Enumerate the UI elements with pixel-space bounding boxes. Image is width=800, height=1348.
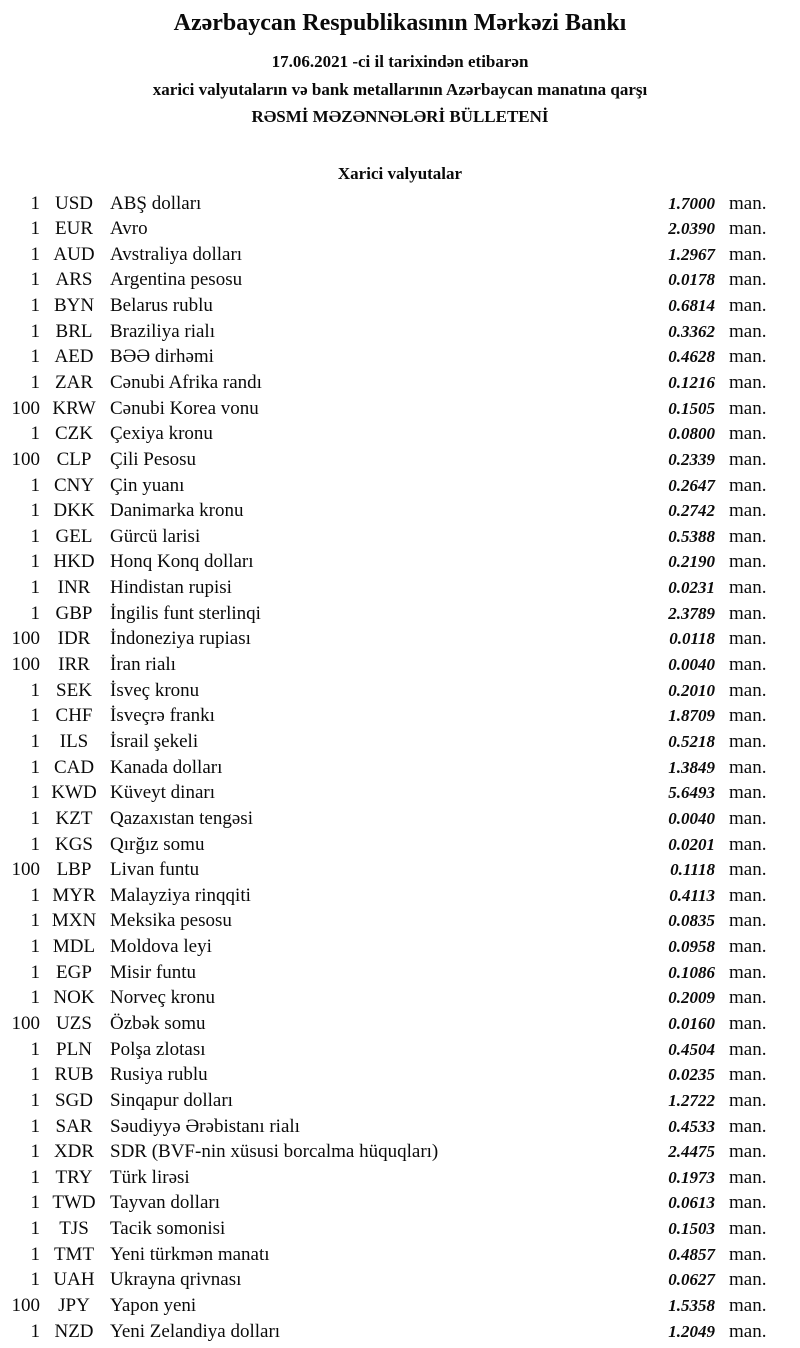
unit-label-cell: man. [729, 1166, 767, 1188]
quantity-cell: 1 [30, 295, 40, 317]
currency-name-cell: Argentina pesosu [110, 269, 243, 291]
currency-name-cell: Çexiya kronu [110, 423, 213, 445]
currency-name-cell: Yeni Zelandiya dolları [110, 1320, 281, 1342]
unit-label-cell: man. [729, 448, 767, 470]
currency-name-cell: Çili Pesosu [110, 448, 197, 470]
currency-code-cell: TWD [52, 1192, 96, 1214]
unit-label-cell: man. [729, 192, 767, 214]
currency-name-cell: Rusiya rublu [110, 1064, 208, 1086]
table-row [0, 934, 800, 960]
quantity-cell: 1 [30, 1269, 40, 1291]
unit-label-cell: man. [729, 654, 767, 676]
unit-label-cell: man. [729, 756, 767, 778]
unit-label-cell: man. [729, 987, 767, 1009]
currency-name-cell: Gürcü larisi [110, 525, 201, 547]
currency-name-cell: Küveyt dinarı [110, 782, 216, 804]
unit-label-cell: man. [729, 1269, 767, 1291]
rate-value-cell: 0.2339 [668, 449, 715, 469]
currency-code-cell: SAR [55, 1115, 93, 1137]
rate-value-cell: 0.0118 [669, 629, 715, 649]
table-row [0, 524, 800, 550]
rate-value-cell: 1.5358 [668, 1296, 715, 1316]
currency-code-cell: UAH [53, 1269, 95, 1291]
unit-label-cell: man. [729, 1064, 767, 1086]
table-row [0, 344, 800, 370]
table-row [0, 1190, 800, 1216]
currency-code-cell: EUR [55, 218, 93, 240]
currency-name-cell: Cənubi Afrika randı [110, 371, 262, 393]
currency-code-cell: CNY [53, 474, 95, 496]
rate-value-cell: 0.3362 [668, 321, 715, 341]
unit-label-cell: man. [729, 371, 767, 393]
unit-label-cell: man. [729, 679, 767, 701]
unit-label-cell: man. [729, 602, 767, 624]
unit-label-cell: man. [729, 884, 767, 906]
currency-name-cell: Yapon yeni [110, 1295, 197, 1317]
quantity-cell: 1 [30, 1192, 40, 1214]
quantity-cell: 100 [11, 654, 40, 676]
rate-value-cell: 0.2647 [668, 475, 715, 495]
quantity-cell: 1 [30, 577, 40, 599]
currency-name-cell: Moldova leyi [110, 936, 212, 958]
table-row [0, 960, 800, 986]
unit-label-cell: man. [729, 833, 767, 855]
table-row [0, 549, 800, 575]
rate-value-cell: 0.4533 [668, 1116, 715, 1136]
table-row [0, 1062, 800, 1088]
currency-name-cell: Livan funtu [110, 859, 200, 881]
table-row [0, 1011, 800, 1037]
currency-code-cell: NOK [53, 987, 95, 1009]
currency-code-cell: IRR [58, 654, 90, 676]
rate-value-cell: 0.4857 [668, 1244, 715, 1264]
currency-name-cell: Tayvan dolları [110, 1192, 220, 1214]
currency-name-cell: Türk lirəsi [110, 1166, 190, 1188]
quantity-cell: 1 [30, 371, 40, 393]
unit-label-cell: man. [729, 859, 767, 881]
currency-code-cell: MYR [52, 884, 96, 906]
rate-value-cell: 0.2009 [668, 988, 715, 1008]
currency-name-cell: İsrail şekeli [110, 730, 199, 752]
currency-name-cell: Danimarka kronu [110, 500, 244, 522]
table-row [0, 755, 800, 781]
quantity-cell: 1 [30, 807, 40, 829]
currency-code-cell: CHF [55, 705, 93, 727]
table-row [0, 473, 800, 499]
table-row [0, 1037, 800, 1063]
rate-value-cell: 0.4504 [668, 1039, 715, 1059]
quantity-cell: 1 [30, 500, 40, 522]
unit-label-cell: man. [729, 1013, 767, 1034]
currency-code-cell: XDR [53, 1141, 95, 1163]
rate-value-cell: 0.2742 [668, 501, 715, 521]
quantity-cell: 100 [11, 1295, 40, 1317]
unit-label-cell: man. [729, 1089, 767, 1111]
unit-label-cell: man. [729, 295, 767, 317]
quantity-cell: 1 [30, 1141, 40, 1163]
rate-value-cell: 0.6814 [668, 296, 715, 316]
table-row [0, 575, 800, 601]
unit-label-cell: man. [729, 320, 767, 342]
unit-label-cell: man. [729, 1218, 767, 1240]
table-row [0, 242, 800, 268]
bank-name-title: Azərbaycan Respublikasının Mərkəzi Bankı [173, 10, 627, 36]
quantity-cell: 100 [11, 859, 40, 881]
table-row [0, 1293, 800, 1319]
table-row [0, 1319, 800, 1345]
table-row [0, 498, 800, 524]
currency-code-cell: MDL [52, 936, 96, 958]
currency-code-cell: RUB [54, 1064, 94, 1086]
rate-value-cell: 0.4628 [668, 347, 715, 367]
quantity-cell: 1 [30, 833, 40, 855]
rate-value-cell: 0.0958 [668, 937, 715, 957]
currency-name-cell: Hindistan rupisi [110, 577, 232, 599]
table-row [0, 1165, 800, 1191]
table-row [0, 678, 800, 704]
table-row [0, 1242, 800, 1268]
unit-label-cell: man. [729, 1243, 767, 1265]
rate-value-cell: 0.1973 [668, 1167, 715, 1187]
currency-code-cell: AUD [53, 243, 95, 265]
quantity-cell: 1 [30, 1115, 40, 1137]
table-row [0, 1088, 800, 1114]
rate-value-cell: 0.1216 [668, 372, 715, 392]
rate-value-cell: 0.0231 [668, 578, 715, 598]
unit-label-cell: man. [729, 782, 767, 804]
unit-label-cell: man. [729, 705, 767, 727]
table-row [0, 1114, 800, 1140]
quantity-cell: 1 [30, 474, 40, 496]
quantity-cell: 1 [30, 218, 40, 240]
rate-value-cell: 0.0835 [668, 911, 715, 931]
currency-name-cell: İsveç kronu [110, 679, 200, 701]
currency-code-cell: IDR [57, 628, 91, 650]
currency-code-cell: CLP [56, 448, 92, 470]
table-row [0, 780, 800, 806]
currency-code-cell: CZK [55, 423, 93, 445]
table-row [0, 985, 800, 1011]
quantity-cell: 1 [30, 936, 40, 958]
currency-code-cell: KZT [55, 807, 93, 829]
currency-code-cell: JPY [58, 1295, 90, 1317]
unit-label-cell: man. [729, 1192, 767, 1214]
quantity-cell: 1 [30, 1218, 40, 1240]
currency-name-cell: Səudiyyə Ərəbistanı rialı [110, 1115, 300, 1137]
quantity-cell: 1 [30, 192, 40, 214]
quantity-cell: 100 [11, 628, 40, 650]
currency-name-cell: Yeni türkmən manatı [110, 1243, 270, 1265]
section-title-foreign-currencies: Xarici valyutalar [337, 163, 463, 183]
unit-label-cell: man. [729, 1038, 767, 1060]
quantity-cell: 1 [30, 602, 40, 624]
quantity-cell: 1 [30, 782, 40, 804]
quantity-cell: 1 [30, 961, 40, 983]
currency-code-cell: INR [57, 577, 91, 599]
table-row [0, 883, 800, 909]
quantity-cell: 1 [30, 1089, 40, 1111]
table-row [0, 806, 800, 832]
unit-label-cell: man. [729, 500, 767, 522]
currency-name-cell: Çin yuanı [110, 474, 185, 496]
currency-code-cell: NZD [54, 1320, 94, 1342]
quantity-cell: 1 [30, 1038, 40, 1060]
table-row [0, 601, 800, 627]
table-row [0, 908, 800, 934]
rate-value-cell: 0.0613 [668, 1193, 715, 1213]
quantity-cell: 1 [30, 679, 40, 701]
unit-label-cell: man. [729, 397, 767, 419]
currency-name-cell: Meksika pesosu [110, 910, 232, 932]
currency-name-cell: Qırğız somu [110, 833, 205, 855]
bulletin-header [0, 8, 800, 131]
rate-value-cell: 0.2190 [668, 552, 715, 572]
currency-code-cell: BYN [53, 295, 95, 317]
currency-name-cell: SDR (BVF-nin xüsusi borcalma hüquqları) [110, 1141, 439, 1163]
unit-label-cell: man. [729, 807, 767, 829]
rate-value-cell: 0.5388 [668, 526, 715, 546]
quantity-cell: 1 [30, 525, 40, 547]
quantity-cell: 1 [30, 243, 40, 265]
currency-code-cell: UZS [56, 1013, 92, 1034]
table-row [0, 652, 800, 678]
currency-code-cell: HKD [53, 551, 95, 573]
rate-value-cell: 2.0390 [668, 219, 715, 239]
currency-name-cell: BƏƏ dirhəmi [110, 346, 214, 368]
currency-name-cell: Ukrayna qrivnası [110, 1269, 242, 1291]
rate-value-cell: 1.2722 [668, 1090, 715, 1110]
table-row [0, 626, 800, 652]
quantity-cell: 1 [30, 884, 40, 906]
currency-code-cell: TJS [59, 1218, 89, 1240]
table-row [0, 421, 800, 447]
currency-code-cell: SGD [54, 1089, 93, 1111]
currency-code-cell: EGP [56, 961, 92, 983]
rate-value-cell: 0.1503 [668, 1219, 715, 1239]
rate-value-cell: 0.1086 [668, 962, 715, 982]
currency-name-cell: Avro [110, 218, 148, 240]
unit-label-cell: man. [729, 1141, 767, 1163]
quantity-cell: 1 [30, 730, 40, 752]
table-row [0, 729, 800, 755]
unit-label-cell: man. [729, 218, 767, 240]
currency-code-cell: TRY [55, 1166, 93, 1188]
quantity-cell: 1 [30, 987, 40, 1009]
rate-value-cell: 0.0201 [668, 834, 715, 854]
rate-value-cell: 0.1505 [668, 398, 715, 418]
quantity-cell: 1 [30, 1320, 40, 1342]
quantity-cell: 1 [30, 1064, 40, 1086]
currency-code-cell: ARS [55, 269, 93, 291]
subject-line: xarici valyutaların və bank metallarının Azərbaycan manatına qarşı [152, 79, 648, 99]
currency-name-cell: İndoneziya rupiası [110, 628, 251, 650]
rate-value-cell: 0.0040 [668, 808, 715, 828]
rate-value-cell: 5.6493 [668, 783, 715, 803]
currency-code-cell: PLN [56, 1038, 92, 1060]
currency-code-cell: KRW [52, 397, 96, 419]
quantity-cell: 100 [11, 448, 40, 470]
unit-label-cell: man. [729, 346, 767, 368]
bulletin-title-line: RƏSMİ MƏZƏNNƏLƏRİ BÜLLETENİ [251, 107, 549, 126]
table-row [0, 1139, 800, 1165]
unit-label-cell: man. [729, 1320, 767, 1342]
rate-value-cell: 0.1118 [670, 860, 715, 880]
currency-name-cell: Malayziya rinqqiti [110, 884, 251, 906]
currency-name-cell: İngilis funt sterlinqi [110, 602, 261, 624]
currency-name-cell: Polşa zlotası [110, 1038, 206, 1060]
currency-name-cell: Braziliya rialı [110, 320, 215, 342]
currency-name-cell: Misir funtu [110, 961, 197, 983]
table-row [0, 216, 800, 242]
unit-label-cell: man. [729, 269, 767, 291]
rate-value-cell: 0.4113 [669, 885, 715, 905]
currency-code-cell: ZAR [55, 371, 93, 393]
currency-code-cell: ILS [59, 730, 89, 752]
bulletin-subtitle-group [0, 48, 800, 131]
unit-label-cell: man. [729, 910, 767, 932]
rate-value-cell: 0.2010 [668, 680, 715, 700]
currency-name-cell: Tacik somonisi [110, 1218, 226, 1240]
unit-label-cell: man. [729, 525, 767, 547]
table-row [0, 293, 800, 319]
rate-value-cell: 0.0178 [668, 270, 715, 290]
currency-name-cell: Qazaxıstan tengəsi [110, 807, 253, 829]
currency-name-cell: İsveçrə frankı [110, 705, 215, 727]
currency-code-cell: MXN [51, 910, 97, 932]
rate-value-cell: 0.0800 [668, 424, 715, 444]
table-row [0, 857, 800, 883]
currency-name-cell: Honq Konq dolları [110, 551, 254, 573]
currency-name-cell: ABŞ dolları [110, 192, 202, 214]
quantity-cell: 1 [30, 910, 40, 932]
quantity-cell: 1 [30, 346, 40, 368]
quantity-cell: 1 [30, 269, 40, 291]
quantity-cell: 1 [30, 756, 40, 778]
currency-name-cell: Kanada dolları [110, 756, 223, 778]
currency-name-cell: Özbək somu [110, 1013, 206, 1034]
quantity-cell: 1 [30, 423, 40, 445]
quantity-cell: 1 [30, 705, 40, 727]
rate-value-cell: 0.5218 [668, 731, 715, 751]
currency-code-cell: CAD [53, 756, 95, 778]
currency-name-cell: Sinqapur dolları [110, 1089, 233, 1111]
currency-code-cell: AED [54, 346, 94, 368]
rate-value-cell: 1.3849 [668, 757, 715, 777]
currency-code-cell: BRL [55, 320, 93, 342]
unit-label-cell: man. [729, 628, 767, 650]
unit-label-cell: man. [729, 551, 767, 573]
rate-value-cell: 0.0160 [668, 1014, 715, 1033]
currency-code-cell: DKK [53, 500, 95, 522]
effective-date-line: 17.06.2021 -ci il tarixindən etibarən [271, 52, 529, 71]
currency-code-cell: GEL [55, 525, 93, 547]
quantity-cell: 100 [11, 1013, 40, 1034]
quantity-cell: 1 [30, 1243, 40, 1265]
rate-value-cell: 1.8709 [668, 706, 715, 726]
currency-name-cell: Norveç kronu [110, 987, 215, 1009]
unit-label-cell: man. [729, 936, 767, 958]
currency-rates-table [0, 191, 800, 1345]
currency-name-cell: İran rialı [110, 654, 176, 676]
currency-code-cell: USD [54, 192, 93, 214]
table-row [0, 447, 800, 473]
rate-value-cell: 2.3789 [668, 603, 715, 623]
currency-name-cell: Cənubi Korea vonu [110, 397, 259, 419]
table-row [0, 1216, 800, 1242]
unit-label-cell: man. [729, 730, 767, 752]
quantity-cell: 1 [30, 1166, 40, 1188]
rate-value-cell: 0.0040 [668, 655, 715, 675]
unit-label-cell: man. [729, 577, 767, 599]
quantity-cell: 100 [11, 397, 40, 419]
currency-code-cell: TMT [53, 1243, 95, 1265]
table-row [0, 191, 800, 217]
currency-code-cell: LBP [56, 859, 92, 881]
quantity-cell: 1 [30, 551, 40, 573]
unit-label-cell: man. [729, 1295, 767, 1317]
rate-value-cell: 0.0627 [668, 1270, 715, 1290]
rate-value-cell: 1.7000 [668, 193, 715, 213]
table-row [0, 396, 800, 422]
currency-code-cell: KWD [51, 782, 97, 804]
unit-label-cell: man. [729, 243, 767, 265]
rate-value-cell: 0.0235 [668, 1065, 715, 1085]
unit-label-cell: man. [729, 1115, 767, 1137]
quantity-cell: 1 [30, 320, 40, 342]
table-row [0, 319, 800, 345]
table-row [0, 1267, 800, 1293]
table-row [0, 703, 800, 729]
currency-name-cell: Avstraliya dolları [110, 243, 243, 265]
currency-code-cell: KGS [54, 833, 93, 855]
currency-name-cell: Belarus rublu [110, 295, 213, 317]
rate-value-cell: 1.2967 [668, 244, 715, 264]
rate-value-cell: 1.2049 [668, 1321, 715, 1341]
table-row [0, 832, 800, 858]
table-row [0, 370, 800, 396]
rate-value-cell: 2.4475 [668, 1142, 715, 1162]
table-row [0, 267, 800, 293]
unit-label-cell: man. [729, 961, 767, 983]
currency-code-cell: GBP [55, 602, 93, 624]
unit-label-cell: man. [729, 474, 767, 496]
currency-code-cell: SEK [56, 679, 92, 701]
unit-label-cell: man. [729, 423, 767, 445]
